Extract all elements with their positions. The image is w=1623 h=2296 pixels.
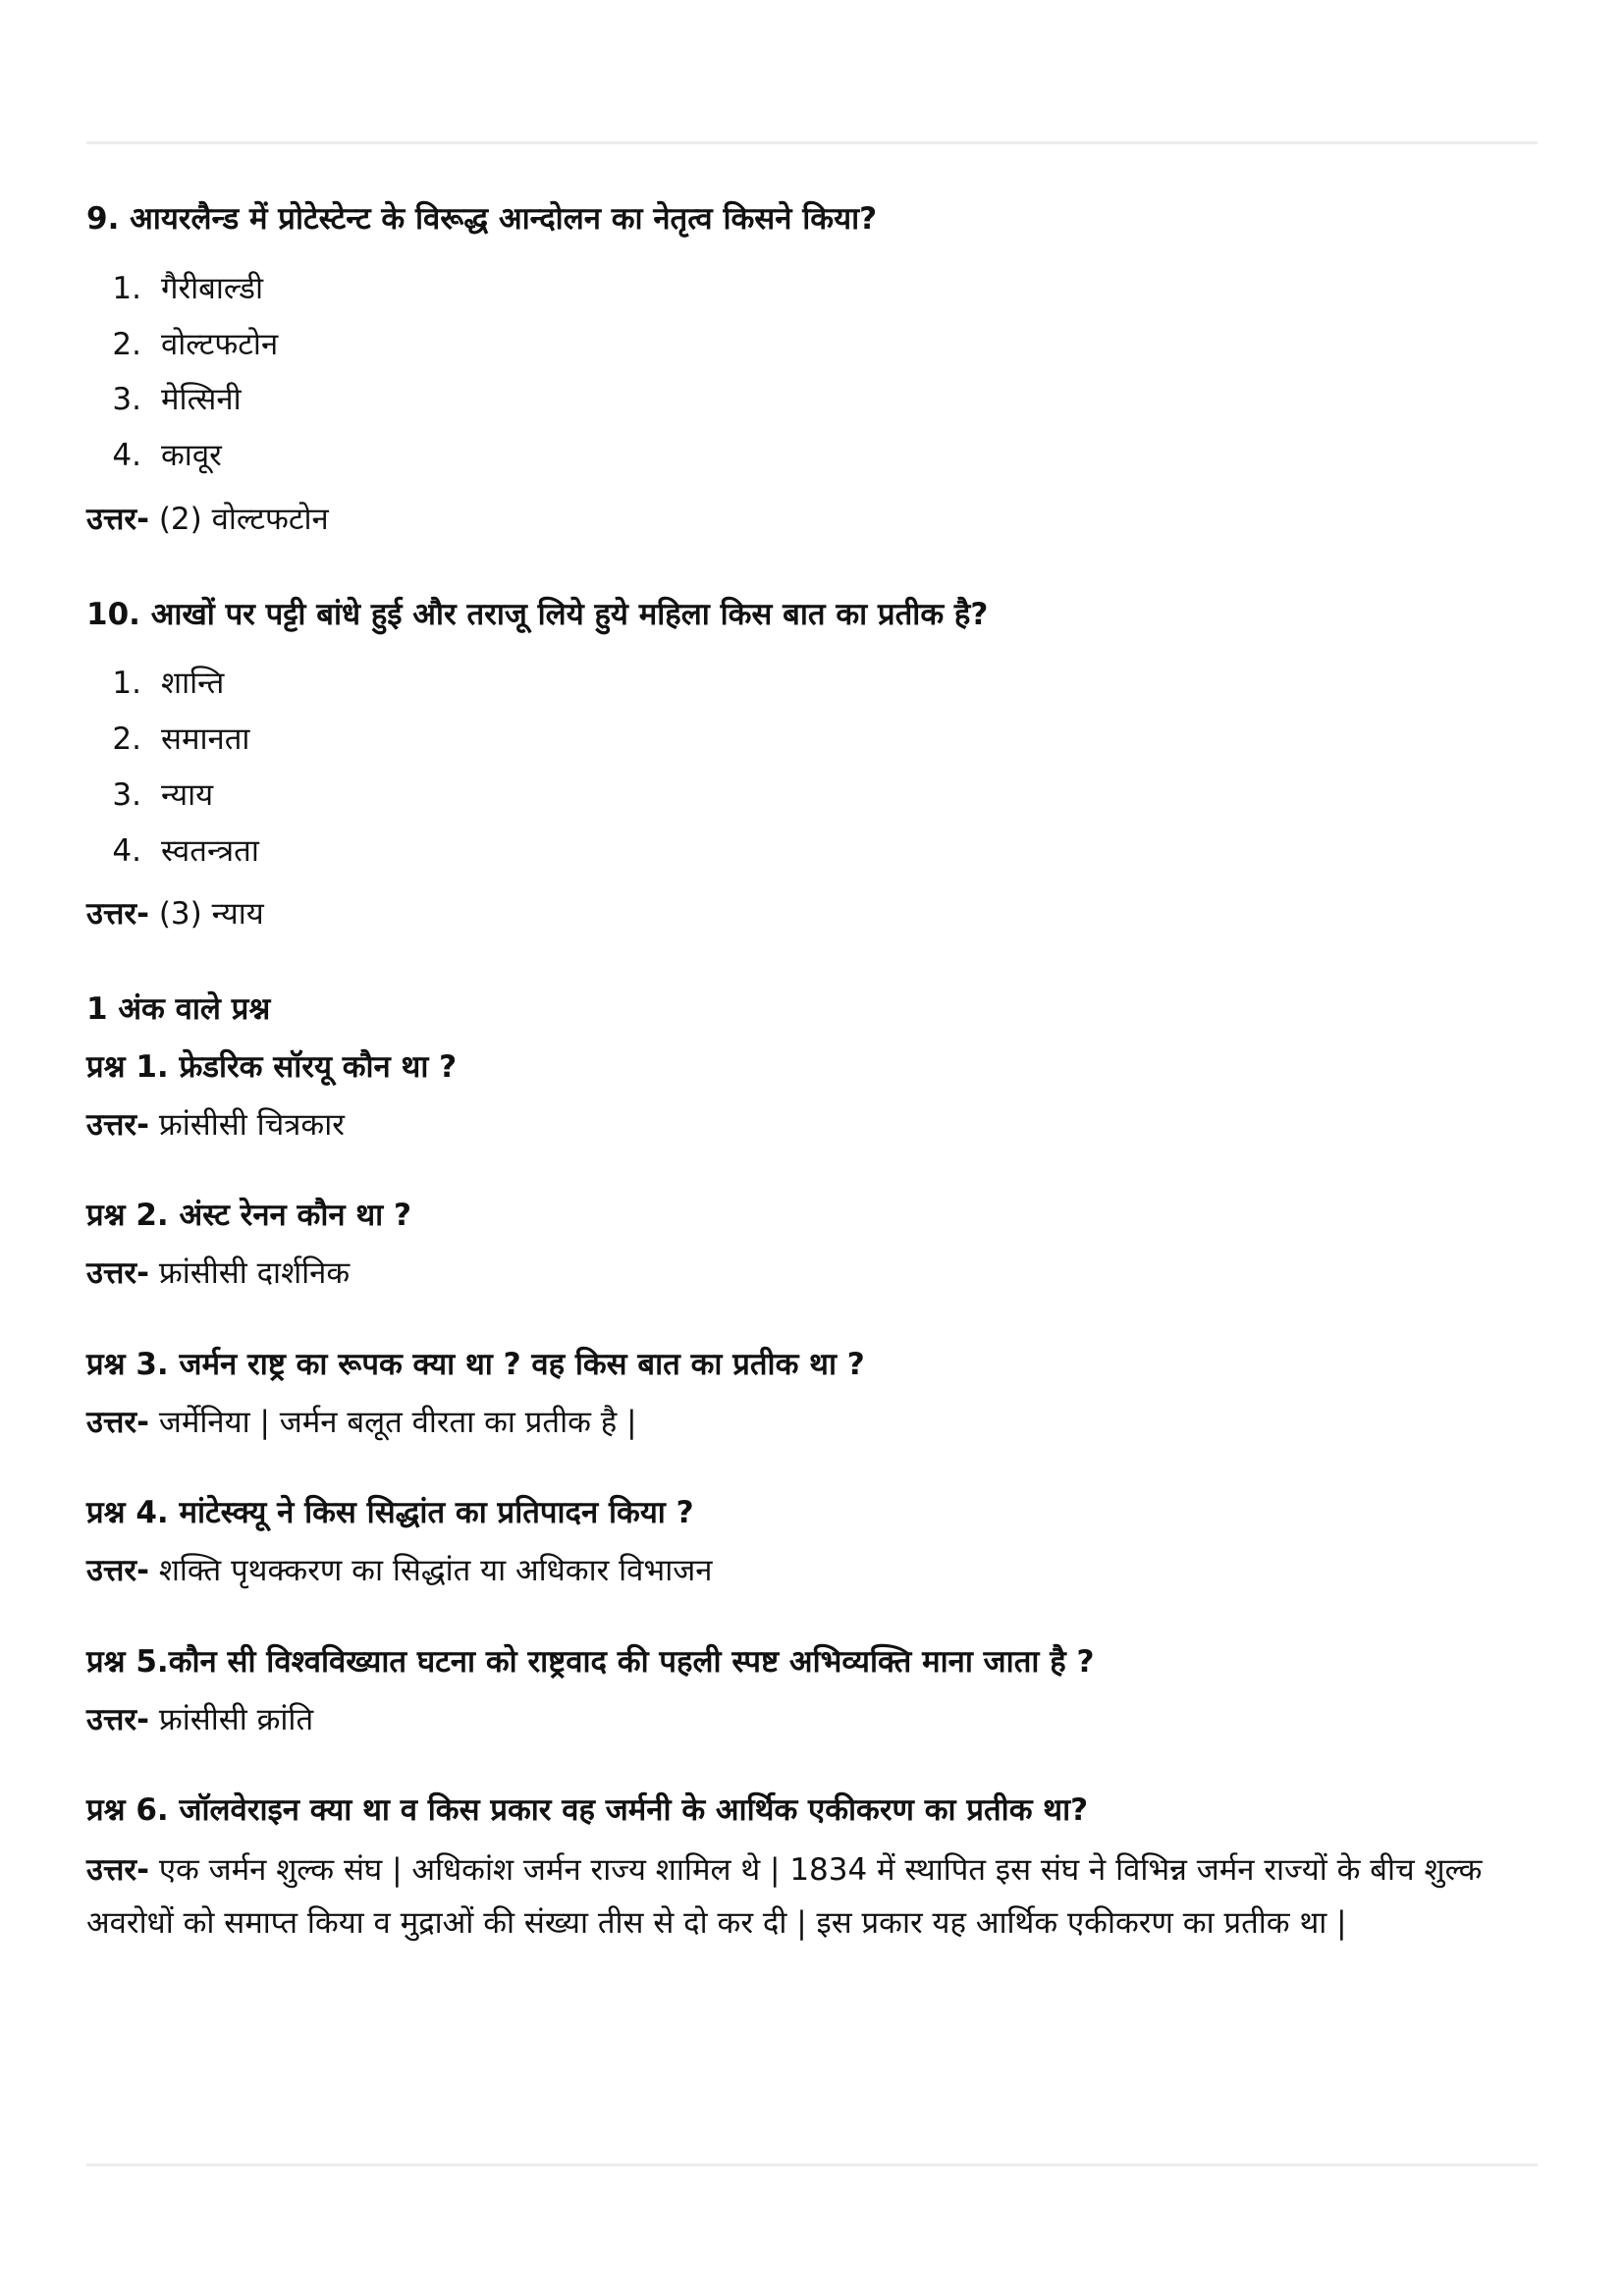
mcq-block (86, 596, 1538, 934)
answer-label: उत्तर- (86, 501, 149, 537)
short-answer (86, 1106, 1538, 1145)
answer-label: उत्तर- (86, 1553, 149, 1588)
short-qa (86, 1494, 1538, 1590)
short-question: प्रश्न 3. जर्मन राष्ट्र का रूपक क्या था ? वह किस बात का प्रतीक था ? (86, 1346, 865, 1382)
option-text: मेत्सिनी (161, 382, 242, 418)
option-number: 3. (112, 382, 141, 418)
mcq-options (86, 665, 1538, 870)
bottom-divider (86, 2163, 1538, 2166)
answer-text: एक जर्मन शुल्क संघ | अधिकांश जर्मन राज्य शामिल थे | 1834 में स्थापित इस संघ ने विभिन्न जर्मन राज्यों के बीच शुल्क अवरोधों को समाप्त किया व मुद्राओं की संख्या तीस से दो कर दी | इस प्रकार यह आर्थिक एकीकरण का प्रतीक था | (86, 1852, 1483, 1942)
option-text: गैरीबाल्डी (161, 270, 264, 306)
short-question: प्रश्न 5.कौन सी विश्वविख्यात घटना को राष्ट्रवाद की पहली स्पष्ट अभिव्यक्ति माना जाता है ? (86, 1643, 1095, 1680)
answer-text: (3) न्याय (158, 896, 264, 933)
answer-text: फ्रांसीसी क्रांति (158, 1701, 314, 1737)
short-answer (86, 1701, 1538, 1739)
mcq-question: 9. आयरलैन्ड में प्रोटेस्टेन्ट के विरूद्ध आन्दोलन का नेतृत्व किसने किया? (86, 201, 878, 237)
short-answer (86, 1255, 1538, 1293)
mcq-question: 10. आखों पर पट्टी बांधे हुई और तराजू लिये हुये महिला किस बात का प्रतीक है? (86, 596, 989, 632)
answer-text: फ्रांसीसी चित्रकार (158, 1106, 345, 1143)
mcq-option (86, 832, 1538, 871)
mcq-options (86, 270, 1538, 475)
option-text: न्याय (161, 776, 214, 813)
answer-label: उत्तर- (86, 1106, 149, 1143)
mcq-answer (86, 895, 1538, 934)
mcq-answer (86, 501, 1538, 539)
mcq-option (86, 665, 1538, 703)
mcq-block (86, 200, 1538, 539)
short-question: प्रश्न 1. फ्रेडरिक सॉरयू कौन था ? (86, 1048, 458, 1085)
option-number: 2. (112, 326, 141, 362)
option-number: 4. (112, 438, 141, 473)
mcq-option (86, 721, 1538, 759)
section-title: 1 अंक वाले प्रश्न (86, 991, 271, 1027)
short-answer (86, 1843, 1538, 1950)
option-text: शान्ति (161, 666, 225, 702)
answer-text: जर्मेनिया | जर्मन बलूत वीरता का प्रतीक है | (158, 1404, 637, 1440)
answer-label: उत्तर- (86, 1701, 149, 1737)
short-question: प्रश्न 2. अंस्ट रेनन कौन था ? (86, 1198, 411, 1234)
short-qa (86, 1197, 1538, 1293)
option-number: 4. (112, 832, 141, 869)
option-number: 2. (112, 721, 141, 757)
answer-text: फ्रांसीसी दार्शनिक (158, 1255, 351, 1291)
option-text: कावूर (161, 438, 222, 473)
short-question: प्रश्न 6. जॉलवेराइन क्या था व किस प्रकार वह जर्मनी के आर्थिक एकीकरण का प्रतीक था? (86, 1792, 1089, 1829)
short-qa (86, 1346, 1538, 1442)
option-number: 1. (112, 666, 141, 702)
mcq-option (86, 776, 1538, 815)
option-text: वोल्टफटोन (161, 326, 279, 362)
option-number: 1. (112, 270, 141, 306)
top-divider (86, 141, 1538, 144)
option-number: 3. (112, 776, 141, 813)
answer-label: उत्तर- (86, 1852, 149, 1888)
answer-text: (2) वोल्टफटोन (158, 501, 329, 537)
mcq-option (86, 437, 1538, 475)
answer-label: उत्तर- (86, 896, 149, 933)
answer-text: शक्ति पृथक्करण का सिद्धांत या अधिकार विभाजन (158, 1553, 713, 1588)
option-text: समानता (161, 721, 250, 757)
mcq-option (86, 326, 1538, 364)
answer-label: उत्तर- (86, 1404, 149, 1440)
short-answer (86, 1404, 1538, 1442)
short-answer (86, 1552, 1538, 1590)
short-qa (86, 1791, 1538, 1949)
short-qa (86, 1643, 1538, 1739)
short-qa (86, 1048, 1538, 1145)
option-text: स्वतन्त्रता (161, 832, 259, 869)
mcq-option (86, 381, 1538, 419)
answer-label: उत्तर- (86, 1255, 149, 1291)
mcq-option (86, 270, 1538, 308)
short-question: प्रश्न 4. मांटेस्क्यू ने किस सिद्धांत का प्रतिपादन किया ? (86, 1495, 694, 1531)
document-body (86, 200, 1538, 2003)
